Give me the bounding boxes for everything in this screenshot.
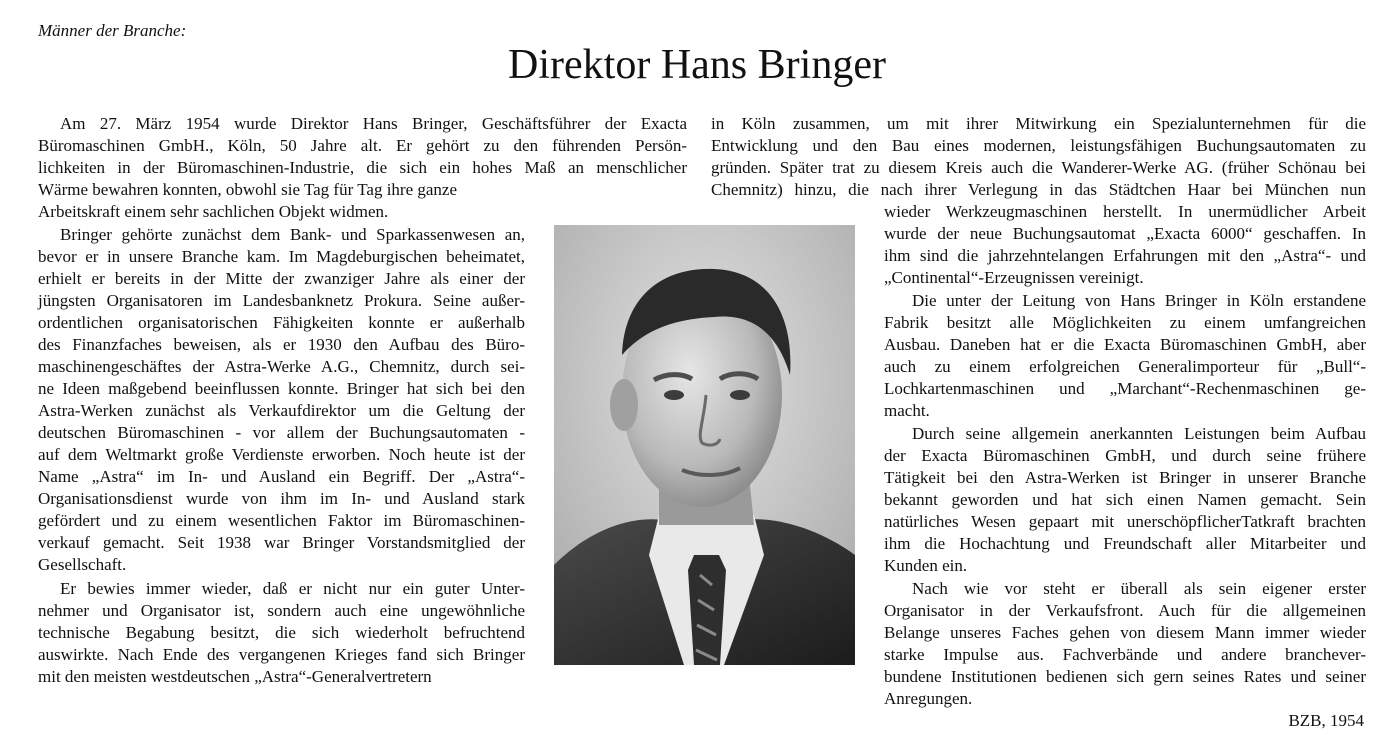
text-line: wurde der neue Buchungsautomat „Exacta 6000“ geschaffen. In [884,224,1366,243]
text-line: deutschen Büromaschinen - vor allem der Buchungsautomaten - [38,423,525,442]
text-line: Entwicklung und den Bau eines modernen, leistungsfähigen Buchungsautomaten zu [711,136,1366,155]
text-line: natürliches Wesen gepaart mit unerschöpflicherTatkraft brachten [884,512,1366,531]
text-line: jüngsten Organisatoren im Landesbanknetz Prokura. Seine außer- [38,291,525,310]
text-line: Astra-Werken zunächst als Verkaufdirektor um die Geltung der [38,401,525,420]
text-line: Name „Astra“ im In- und Ausland ein Begriff. Der „Astra“- [38,467,525,486]
text-line: erhielt er bereits in der Mitte der zwanziger Jahre als einer der [38,269,525,288]
text-line: starke Impulse aus. Fachverbände und andere branchever- [884,645,1366,664]
portrait-photo [554,225,855,665]
text-line: Anregungen. [884,689,973,708]
text-line: Er bewies immer wieder, daß er nicht nur ein guter Unter- [60,579,525,598]
text-line: bevor er in unsere Branche kam. Im Magdeburgischen beheimatet, [38,247,525,266]
text-line: ne Ideen maßgebend beeinflussen konnte. Bringer hat sich bei den [38,379,525,398]
text-line: Belange unseres Faches gehen von diesem Mann immer wieder [884,623,1366,642]
text-line: Büromaschinen GmbH., Köln, 50 Jahre alt. Er gehört zu den führenden Persön- [38,136,687,155]
text-line: Bringer gehörte zunächst dem Bank- und Sparkassenwesen an, [60,225,525,244]
source-credit: BZB, 1954 [1288,711,1364,730]
text-line: gründen. Später trat zu diesem Kreis auch die Wanderer-Werke AG. (früher Schönau bei [711,158,1366,177]
text-line: technische Begabung besitzt, die sich wiederholt befruchtend [38,623,525,642]
text-line: Chemnitz) hinzu, die nach ihrer Verlegung in das Städtchen Haar bei München nun [711,180,1366,199]
text-line: des Finanzfaches beweisen, als er 1930 den Aufbau des Büro- [38,335,525,354]
text-line: auch zu einem erfolgreichen Generalimporteur für „Bull“- [884,357,1366,376]
text-line: in Köln zusammen, um mit ihrer Mitwirkung ein Spezialunternehmen für die [711,114,1366,133]
text-line: mit den meisten westdeutschen „Astra“-Generalvertretern [38,667,432,686]
text-line: maschinengeschäftes der Astra-Werke A.G., Chemnitz, durch sei- [38,357,525,376]
text-line: Am 27. März 1954 wurde Direktor Hans Bringer, Geschäftsführer der Exacta [60,114,687,133]
text-line: Lochkartenmaschinen und „Marchant“-Rechenmaschinen ge- [884,379,1366,398]
kicker: Männer der Branche: [38,21,187,40]
text-line: ihm sind die jahrzehntelangen Erfahrungen mit den „Astra“- und [884,246,1366,265]
text-line: Gesellschaft. [38,555,127,574]
text-line: bundene Institutionen bedienen sich gern seines Rates und seiner [884,667,1366,686]
text-line: wieder Werkzeugmaschinen herstellt. In unermüdlicher Arbeit [884,202,1366,221]
text-line: Organisationsdienst wurde von ihm im In- und Ausland stark [38,489,525,508]
text-line: Durch seine allgemein anerkannten Leistungen beim Aufbau [912,424,1366,443]
text-line: macht. [884,401,930,420]
text-line: Nach wie vor steht er überall als sein eigener erster [912,579,1366,598]
text-line: der Exacta Büromaschinen GmbH, und durch seine frühere [884,446,1366,465]
text-line: auswirkte. Nach Ende des vergangenen Krieges fand sich Bringer [38,645,525,664]
text-line: Arbeitskraft einem sehr sachlichen Objekt widmen. [38,202,389,221]
text-line: „Continental“-Erzeugnissen vereinigt. [884,268,1144,287]
text-line: lichkeiten in der Büromaschinen-Industrie, die sich ein hohes Maß an menschlicher [38,158,687,177]
text-line: Ausbau. Daneben hat er die Exacta Büromaschinen GmbH, aber [884,335,1366,354]
text-line: auf dem Weltmarkt große Verdienste erworben. Noch heute ist der [38,445,525,464]
text-line: bekannt geworden und hat sich einen Namen gemacht. Sein [884,490,1366,509]
text-line: verkauf gemacht. Seit 1938 war Bringer Vorstandsmitglied der [38,533,525,552]
text-line: Die unter der Leitung von Hans Bringer in Köln erstandene [912,291,1366,310]
text-line: Kunden ein. [884,556,968,575]
text-line: gefördert und zu einem wesentlichen Faktor im Büromaschinen- [38,511,525,530]
text-line: Organisator in der Verkaufsfront. Auch für die allgemeinen [884,601,1366,620]
text-line: nehmer und Organisator ist, sondern auch eine ungewöhnliche [38,601,525,620]
text-line: ordentlichen organisatorischen Fähigkeiten konnte er außerhalb [38,313,525,332]
text-line: Fabrik besitzt alle Möglichkeiten zu einem umfangreichen [884,313,1366,332]
text-line: Tätigkeit bei den Astra-Werken ist Bringer in unserer Branche [884,468,1366,487]
text-line: Wärme bewahren konnten, obwohl sie Tag für Tag ihre ganze [38,180,458,199]
text-line: ihm die Hochachtung und Freundschaft aller Mitarbeiter und [884,534,1366,553]
headline: Direktor Hans Bringer [508,42,886,88]
